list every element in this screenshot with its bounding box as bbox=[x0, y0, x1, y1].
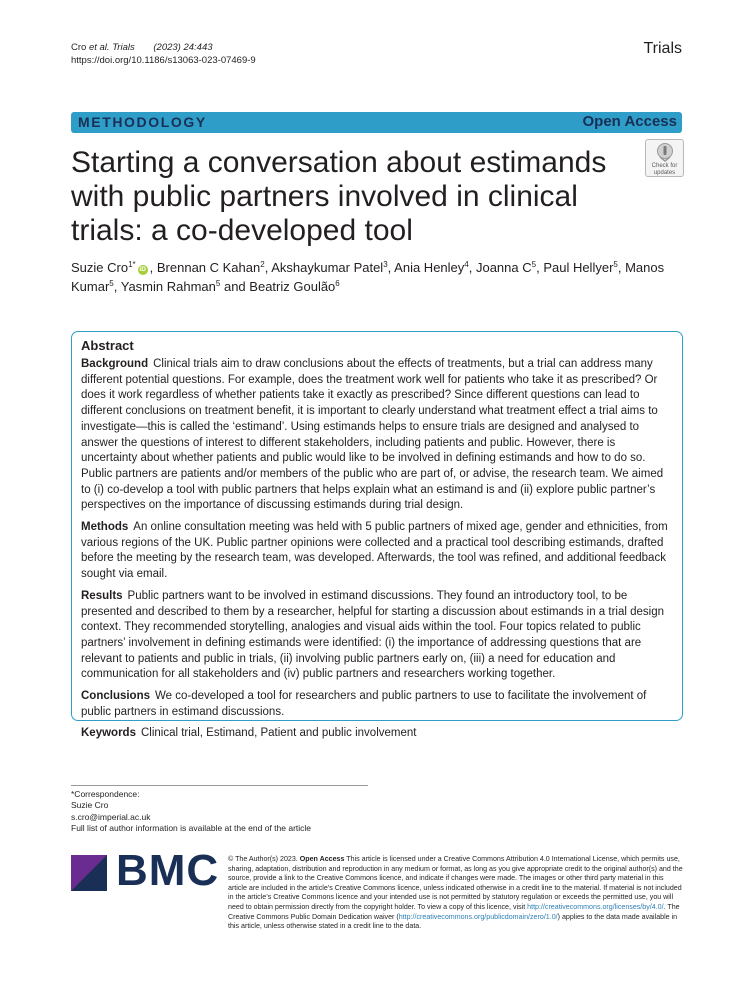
abstract-section-text: Clinical trials aim to draw conclusions about the effects of treatments, but a trial can address many different potential questions. For example, does the treatment work well for patients who take it as prescribed? Or does it work regardless of whether patients take it exactly as prescribed? Since different questions can lead to different conclusions on treatment benefit, it is important to clearly understand what treatment effect a trial aims to investigate—this is called the ‘estimand’. Using estimands helps to ensure trials are designed and analysed to answer the questions of interest to different stakeholders, including patients and public. However, there is uncertainty about whether patients and public would like to be involved in defining estimands and how to do so. Public partners are patients and/or members of the public who are part of, or advise, the research team. We aimed to (i) co-develop a tool with public partners that helps explain what an estimand is and (ii) explore public partner’s perspectives on the importance of discussing estimands during trial design. bbox=[81, 358, 664, 512]
abstract-section-label: Results bbox=[81, 589, 123, 602]
license-text-1: This article is licensed under a Creative Commons Attribution 4.0 International License, which permits use, sharing, adaptation, distribution and reproduction in any medium or format, as long as you give appropriate credit to the original author(s) and the source, provide a link to the Creative Commons licence, and indicate if changes were made. The images or other third party material in this article are included in the article’s Creative Commons licence, unless indicated otherwise in a credit line to the material. If material is not included in the article’s Creative Commons licence and your intended use is not permitted by statutory regulation or exceeds the permitted use, you will need to obtain permission directly from the copyright holder. To view a copy of this licence, visit bbox=[228, 855, 683, 911]
author-affiliation: 5 bbox=[531, 260, 537, 269]
author-affiliation: 2 bbox=[260, 260, 265, 269]
author-affiliation: 6 bbox=[335, 279, 340, 288]
abstract-section-label: Keywords bbox=[81, 727, 136, 740]
correspondence-label: *Correspondence: bbox=[71, 789, 140, 799]
author-name[interactable]: Akshaykumar Patel bbox=[271, 260, 384, 275]
citation-authors: Cro bbox=[71, 42, 87, 53]
author-info-note: Full list of author information is available at the end of the article bbox=[71, 823, 312, 834]
abstract-methods bbox=[81, 520, 673, 583]
correspondence-name: Suzie Cro bbox=[71, 800, 109, 811]
article-title: Starting a conversation about estimands with public partners involved in clinical trials: a co-developed tool bbox=[71, 146, 607, 247]
abstract-section-text: Public partners want to be involved in estimand discussions. They found an introductory tool, to be presented and described to them by a researcher, helpful for starting a discussion about estimands in a trial design context. They recommended storytelling, analogies and visual aids within the tool. Four topics related to public partners’ involvement in defining estimands were identified: (i) the importance of addressing questions that are relevant to patients and public in trials, (ii) involving public partners early on, (iii) a need for education and communication for all stakeholders and (iv) public partners and researchers working together. bbox=[81, 589, 665, 681]
abstract-results bbox=[81, 589, 673, 683]
author-affiliation: 5 bbox=[109, 279, 114, 288]
citation-et-al: et al. bbox=[88, 42, 110, 53]
article-type: METHODOLOGY bbox=[78, 114, 207, 130]
author-name[interactable]: Manos Kumar bbox=[71, 260, 665, 294]
journal-name: Trials bbox=[643, 40, 682, 57]
doi-link[interactable]: https://doi.org/10.1186/s13063-023-07469-9 bbox=[71, 55, 256, 66]
license-link-cc-by[interactable]: http://creativecommons.org/licenses/by/4.0/ bbox=[527, 902, 664, 911]
abstract-heading: Abstract bbox=[81, 338, 134, 353]
author-name[interactable]: Paul Hellyer bbox=[543, 260, 614, 275]
check-updates-line1: Check for bbox=[651, 163, 678, 169]
author-affiliation: 5 bbox=[613, 260, 618, 269]
author-affiliation: 4 bbox=[464, 260, 469, 269]
open-access-label: Open Access bbox=[582, 113, 677, 130]
license-copyright: © The Author(s) 2023. bbox=[228, 855, 298, 863]
correspondence-email[interactable]: s.cro@imperial.ac.uk bbox=[71, 811, 151, 822]
citation-year-volume: (2023) 24:443 bbox=[153, 42, 213, 53]
abstract-background bbox=[81, 357, 673, 514]
correspondence-footnote bbox=[71, 789, 311, 835]
author-name[interactable]: Joanna C bbox=[475, 260, 532, 275]
check-updates-line2: updates bbox=[653, 170, 676, 176]
authors-and: and bbox=[223, 279, 246, 294]
abstract-conclusions bbox=[81, 689, 673, 720]
author-affiliation: 3 bbox=[383, 260, 388, 269]
citation-header bbox=[71, 41, 256, 67]
author-affiliation: 5 bbox=[215, 279, 221, 288]
author-name[interactable]: Beatriz Goulão bbox=[249, 279, 336, 294]
check-updates-icon bbox=[656, 142, 674, 162]
license-text-2: . The Creative Commons Public Domain Dedication waiver ( bbox=[228, 902, 680, 921]
license-statement bbox=[228, 855, 683, 932]
author-name[interactable]: Brennan C Kahan bbox=[156, 260, 261, 275]
bmc-logo-icon bbox=[71, 855, 107, 891]
license-text-3: ) applies to the data made available in this article, unless otherwise stated in a credit line to the data. bbox=[228, 912, 678, 931]
license-open-access: Open Access bbox=[299, 855, 345, 863]
abstract-box bbox=[71, 331, 683, 740]
abstract-section-label: Conclusions bbox=[81, 690, 151, 703]
abstract-section-text: An online consultation meeting was held with 5 public partners of mixed age, gender and ethnicities, from various regions of the UK. Public partner opinions were collected and a practical tool describing estimands, drafted before the meeting by the research team, was developed. Afterwards, the tool was refined, and additional feedback sought via email. bbox=[81, 521, 668, 581]
article-type-banner bbox=[71, 112, 682, 133]
author-name[interactable]: Suzie Cro bbox=[71, 260, 129, 275]
orcid-icon[interactable]: iD bbox=[139, 266, 146, 273]
license-link-cc0[interactable]: http://creativecommons.org/publicdomain/zero/1.0/ bbox=[398, 912, 558, 921]
abstract-section-label: Methods bbox=[81, 521, 129, 534]
abstract-keywords bbox=[81, 726, 673, 742]
author-name[interactable]: Yasmin Rahman bbox=[120, 279, 216, 294]
author-affiliation: 1* bbox=[128, 260, 136, 269]
abstract-section-label: Background bbox=[81, 358, 149, 370]
check-for-updates-badge[interactable] bbox=[645, 139, 684, 177]
citation-journal: Trials bbox=[112, 42, 135, 53]
author-list: Suzie Cro$^{1*}$iD , Brennan C Kahan$^2$, Akshaykumar Patel$^3$, Ania Henley$^4$, Joanna $C^5$, Paul Hellyer$^5$, Manos Kumar$^5$, Yasmin Rahman$^5$ and Beatriz Goulão$^6$ bbox=[71, 260, 665, 294]
abstract-section-text: We co-developed a tool for researchers and public partners to use to facilitate the involvement of public partners in estimand discussions. bbox=[81, 690, 647, 718]
abstract-section-text: Clinical trial, Estimand, Patient and public involvement bbox=[140, 727, 417, 740]
bmc-logo-text: BMC bbox=[116, 846, 220, 895]
footnote-divider bbox=[71, 785, 368, 786]
author-name[interactable]: Ania Henley bbox=[394, 260, 465, 275]
